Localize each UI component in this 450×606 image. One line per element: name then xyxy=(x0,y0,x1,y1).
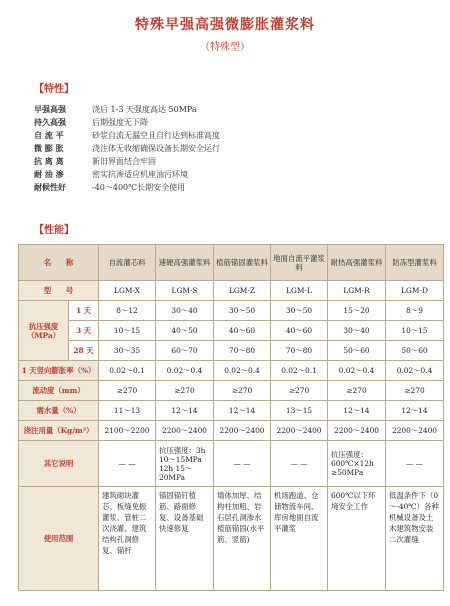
feature-item xyxy=(34,168,220,181)
model-cell: LGM-D xyxy=(386,281,444,301)
application-label: 使用范围 xyxy=(19,487,99,591)
table-cell: 13～15 xyxy=(271,401,328,421)
name-header: 名 称 xyxy=(19,245,99,281)
feature-name: 耐 油 渗 xyxy=(34,169,64,179)
table-cell: 机场跑道、仓储物流车间、库房地面自流平灌浆 xyxy=(271,487,328,591)
table-cell: 2100～2200 xyxy=(99,421,156,441)
table-row xyxy=(19,487,444,591)
table-header-row xyxy=(19,245,444,281)
table-cell: 12～14 xyxy=(156,401,214,421)
model-cell: LGM-X xyxy=(99,281,156,301)
feature-desc: 后期强度无下降 xyxy=(92,118,148,127)
table-cell: 墙体加厚、结构柱加粗、岩石层孔洞渗水植筋锚固(水平筋、竖筋) xyxy=(214,487,271,591)
table-cell: 抗压强度：600℃×12h ≥50MPa xyxy=(328,441,386,487)
table-row xyxy=(19,421,444,441)
table-cell: 8～9 xyxy=(386,301,444,321)
other-label: 其它说明 xyxy=(19,441,99,487)
table-row xyxy=(19,321,444,341)
page-subtitle: （特殊型） xyxy=(200,42,250,53)
feature-item xyxy=(34,142,220,155)
table-cell: 11～13 xyxy=(99,401,156,421)
table-cell: 0.02～0.4 xyxy=(156,361,214,381)
feature-name: 耐候性好 xyxy=(34,182,66,192)
table-cell: 30～35 xyxy=(99,341,156,361)
feature-desc: -40～400℃长期安全使用 xyxy=(92,183,186,192)
feature-desc: 浇注体无收缩确保设备长期安全运行 xyxy=(92,144,220,153)
strength-label: 抗压强度（MPa） xyxy=(19,301,69,361)
table-row xyxy=(19,281,444,301)
feature-desc: 新旧界面结合牢固 xyxy=(92,157,156,166)
column-header: 地面自流平灌浆料 xyxy=(271,245,328,281)
expansion-label: 1 天竖向膨胀率（%） xyxy=(19,361,99,381)
table-cell: — — xyxy=(271,441,328,487)
table-cell: 40～50 xyxy=(156,321,214,341)
performance-heading: 【性能】 xyxy=(34,225,74,236)
table-row xyxy=(19,441,444,487)
table-cell: 0.02～0.4 xyxy=(214,361,271,381)
column-header: 耐热高强灌浆料 xyxy=(328,245,386,281)
model-label: 型 号 xyxy=(19,281,99,301)
model-cell: LGM-Z xyxy=(214,281,271,301)
feature-item xyxy=(34,116,220,129)
table-cell: 12～14 xyxy=(386,401,444,421)
feature-name: 抗 离 离 xyxy=(34,156,64,166)
table-cell: 30～50 xyxy=(214,301,271,321)
table-cell: 建筑砌块灌芯、板缝免振灌浆、管桩二次浇灌、建筑结构孔洞修复、锚杆 xyxy=(99,487,156,591)
table-cell: 12～14 xyxy=(328,401,386,421)
day-label: 28 天 xyxy=(69,341,99,361)
table-cell: — — xyxy=(214,441,271,487)
table-cell: 60～70 xyxy=(156,341,214,361)
table-cell: 600℃以下环境安全工作 xyxy=(328,487,386,591)
table-cell: 2200～2400 xyxy=(328,421,386,441)
table-cell: 70～80 xyxy=(214,341,271,361)
column-header: 自流灌芯料 xyxy=(99,245,156,281)
table-cell: 40～60 xyxy=(214,321,271,341)
column-header: 防冻型灌浆料 xyxy=(386,245,444,281)
table-cell: 30～50 xyxy=(271,301,328,321)
table-cell: 0.02～0.4 xyxy=(328,361,386,381)
table-cell: 40～60 xyxy=(271,321,328,341)
water-label: 需水量（%） xyxy=(19,401,99,421)
table-cell: 2200～2400 xyxy=(214,421,271,441)
table-cell: 抗压强度：3h 10～15MPa 12h 15～20MPa xyxy=(156,441,214,487)
table-cell: ≥270 xyxy=(271,381,328,401)
table-cell: 0.02～0.1 xyxy=(99,361,156,381)
table-cell: 10～15 xyxy=(386,321,444,341)
page-title: 特殊早强高强微膨胀灌浆料 xyxy=(135,17,315,33)
table-cell: 50～60 xyxy=(386,341,444,361)
table-cell: 12～14 xyxy=(214,401,271,421)
flow-label: 流动度（mm） xyxy=(19,381,99,401)
table-cell: 8～12 xyxy=(99,301,156,321)
table-cell: 锚固锚钉植筋、路面修复、设备基础快速修复 xyxy=(156,487,214,591)
table-cell: 2200～2400 xyxy=(386,421,444,441)
table-cell: ≥270 xyxy=(214,381,271,401)
table-cell: 0.02～0.4 xyxy=(386,361,444,381)
performance-table xyxy=(18,244,444,591)
model-cell: LGM-L xyxy=(271,281,328,301)
table-row xyxy=(19,361,444,381)
table-cell: ≥270 xyxy=(386,381,444,401)
table-row xyxy=(19,381,444,401)
feature-desc: 密实抗渗适应机座油污环境 xyxy=(92,170,188,179)
day-label: 1 天 xyxy=(69,301,99,321)
table-cell: 2200～2400 xyxy=(156,421,214,441)
feature-item xyxy=(34,155,220,168)
feature-desc: 砂浆自流无漏空且自行达到标准高度 xyxy=(92,131,220,140)
table-row xyxy=(19,401,444,421)
table-cell: 50～60 xyxy=(328,341,386,361)
table-cell: 10～15 xyxy=(99,321,156,341)
table-cell: ≥270 xyxy=(328,381,386,401)
table-row xyxy=(19,301,444,321)
day-label: 3 天 xyxy=(69,321,99,341)
column-header: 速硬高强灌浆料 xyxy=(156,245,214,281)
table-cell: 2200～2400 xyxy=(271,421,328,441)
feature-name: 微 膨 胀 xyxy=(34,143,64,153)
table-cell: — — xyxy=(99,441,156,487)
table-cell: — — xyxy=(386,441,444,487)
feature-name: 持久高强 xyxy=(34,117,66,127)
table-cell: ≥270 xyxy=(99,381,156,401)
column-header: 植筋锚固灌浆料 xyxy=(214,245,271,281)
table-row xyxy=(19,341,444,361)
table-cell: ≥270 xyxy=(156,381,214,401)
usage-label: 浇注用量（Kg/m³） xyxy=(19,421,99,441)
features-list xyxy=(34,103,220,194)
table-cell: 低温条件下（0～-40℃）各种机械设备及土木建筑物安装二次灌缝 xyxy=(386,487,444,591)
feature-item xyxy=(34,103,220,116)
table-cell: 0.02～0.1 xyxy=(271,361,328,381)
table-cell: 30～40 xyxy=(156,301,214,321)
model-cell: LGM-R xyxy=(328,281,386,301)
features-heading: 【特性】 xyxy=(34,84,74,95)
feature-name: 早强高强 xyxy=(34,104,66,114)
table-cell: 70～80 xyxy=(271,341,328,361)
feature-desc: 浇后 1-3 天强度高达 50MPa xyxy=(92,105,197,114)
feature-item xyxy=(34,181,220,194)
table-cell: 30～40 xyxy=(328,321,386,341)
feature-name: 自 流 平 xyxy=(34,130,64,140)
feature-item xyxy=(34,129,220,142)
table-cell: 15～20 xyxy=(328,301,386,321)
model-cell: LGM-S xyxy=(156,281,214,301)
